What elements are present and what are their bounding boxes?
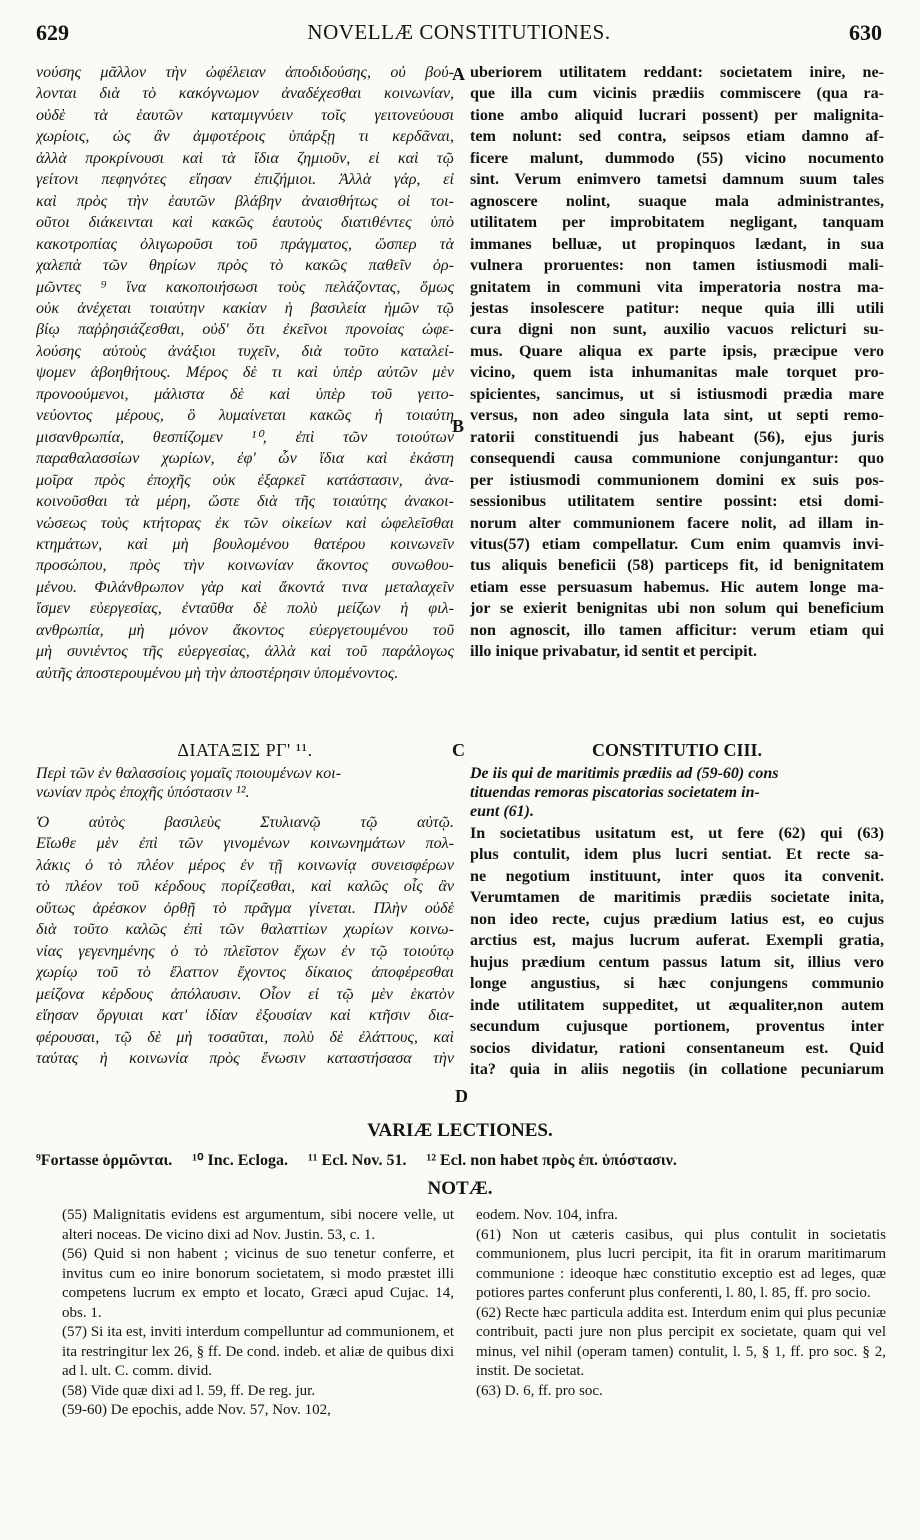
- latin-text-line: socios dividatur, rationi consentaneum est. Quid: [470, 1039, 884, 1057]
- greek-text-line: κοινοῦσθαι τὰ μέρη, ὥστε διὰ τῆς τοιαύτης ἀνακοι-: [36, 493, 454, 511]
- latin-text-line: sessionibus utilitatem sentire possint: etsi domi-: [470, 493, 884, 511]
- greek-text-line: ταύτας ἡ κοινωνία πρὸς ἕνωσιν καταστήσασα τὴν: [36, 1049, 454, 1067]
- notes-left-column: [62, 1206, 454, 1421]
- greek-section-text: [36, 812, 454, 1069]
- latin-text-line: sint. Verum enimvero tametsi damnum suum tales: [470, 171, 884, 189]
- latin-section-column: [470, 764, 884, 1080]
- footnote: (58) Vide quæ dixi ad l. 59, ff. De reg. jur.: [62, 1382, 316, 1399]
- greek-text-line: κακοτροπίας ὀλιγωροῦσι τοῦ πράγματος, ὥσπερ τὰ: [36, 235, 454, 253]
- greek-text-line: αὐτῆς ἀποστερουμένου μὴ τὴν ἀποστέρησιν ὑπομένοντος.: [36, 664, 399, 682]
- greek-section-subtitle: [36, 764, 454, 802]
- footnote: (63) D. 6, ff. pro soc.: [476, 1382, 603, 1399]
- margin-marker-c: C: [452, 740, 465, 760]
- footnote: (59-60) De epochis, adde Nov. 57, Nov. 102,: [62, 1402, 331, 1418]
- greek-text-line: γείτονι πεφηνότες εἴησαν ἐπιζήμιοι. Ἀλλὰ γάρ, εἰ: [36, 171, 454, 189]
- greek-text-line: ανθρωπία, μὴ μόνον ἄκοντος εὐεργετουμένου τοῦ: [36, 621, 454, 639]
- greek-text-line: νώσεως τοὺς κτήτορας ἐκ τῶν οἰκείων καὶ ὠφελεῖσθαι: [36, 514, 454, 532]
- notae-heading: NOTÆ.: [427, 1178, 493, 1199]
- latin-text-line: consequendi causa communione conjungantur: quo: [470, 450, 884, 468]
- latin-text-line: illo inique privabatur, id sentit et percipit.: [470, 643, 758, 661]
- greek-text-line: λάκις ὁ τὸ πλέον μέρος ἐν τῇ κοινωνίᾳ συνεισφέρων: [36, 856, 454, 874]
- greek-text-line: μὴ συνιέντος τῆς εὐεργεσίας, ἀλλὰ καὶ τοῦ παράλογως: [36, 643, 454, 661]
- latin-text-line: Verumtamen de maritimis prædiis societate inita,: [470, 889, 884, 907]
- variae-lectiones-heading: VARIÆ LECTIONES.: [367, 1120, 553, 1141]
- greek-text-line: χαλεπὰ τῶν θηρίων πρὸς τὸ κακῶς παθεῖν ὁρ-: [36, 257, 454, 275]
- greek-text-line: βίῳ παῤῥησιάζεσθαι, οὐδ' ὅτι ἐκεῖνοι προνοίας ὠφε-: [36, 321, 454, 339]
- greek-text-line: μένου. Φιλάνθρωπον γὰρ καὶ ἄκοντά τινα μεταλαχεῖν: [36, 578, 454, 596]
- latin-text-line: tus aliquis beneficii (58) particeps fit, id benignitatem: [470, 557, 884, 575]
- greek-text-line: καὶ πρὸς τὴν ἑαυτῶν βλάβην ἀναισθήτως οἱ τοι-: [36, 192, 454, 210]
- greek-text-line: ἴσμεν εὐεργεσίας, ἐνταῦθα δὲ πολὺ μείζων ἡ φιλ-: [36, 600, 454, 618]
- footnote: (62) Recte hæc particula addita est. Interdum enim qui plus pecuniæ contribuit, pacti jure non plus percipit ex societate, quam qui vel minus, vel nihil (operam tamen) contulit, l. 5, § 1, ff. pro soc. § 2, instit. De societat.: [476, 1304, 886, 1379]
- variant-reading: ⁹Fortasse ὁρμῶνται.: [36, 1152, 173, 1169]
- greek-text-line: μισανθρωπία, θεσπίζομεν ¹⁰, ἐπὶ τῶν τοιούτων: [36, 428, 454, 446]
- subtitle-line: De iis qui de maritimis prædiis ad (59-60) cons: [470, 765, 779, 782]
- subtitle-line: eunt (61).: [470, 803, 534, 820]
- latin-text-line: non ideo recte, cujus prædium latius est, eo cujus: [470, 910, 884, 928]
- greek-main-text: [36, 62, 454, 684]
- latin-text-line: tem nolunt: sed contra, seipsos etiam damno af-: [470, 128, 884, 146]
- greek-text-line: ἀλλὰ προκρίνουσι καὶ τὰ ἴδια ζημιοῦν, εἰ καὶ τῷ: [36, 149, 454, 167]
- latin-text-line: uberiorem utilitatem reddant: societatem inire, ne-: [470, 64, 884, 81]
- latin-text-line: spicientes, sancimus, ut si istiusmodi prædia mare: [470, 385, 884, 403]
- latin-section-subtitle: [470, 764, 884, 821]
- variant-reading: ¹² Ecl. non habet πρὸς ἐπ. ὑπόστασιν.: [426, 1152, 677, 1169]
- latin-text-line: ficere malunt, dummodo (55) vicino nocumento: [470, 149, 884, 167]
- footnote: eodem. Nov. 104, infra.: [476, 1207, 618, 1223]
- latin-text-line: ne negotium instituunt, inter quos ita convenit.: [470, 867, 884, 885]
- latin-text-line: ita? quia in aliis negotiis (in collatione pecuniarum: [470, 1060, 884, 1078]
- variae-lectiones-list: [36, 1150, 882, 1170]
- greek-text-line: εἴησαν ὄργυιαι κατ' ἰδίαν ἐξουσίαν καὶ κτῆσιν δια-: [36, 1007, 454, 1025]
- latin-text-line: mus. Quare aliqua ex parte ipsis, præcipue vero: [470, 342, 884, 360]
- latin-main-text: [470, 62, 884, 663]
- latin-text-line: jestas insolescere patitur: neque quia illi utili: [470, 299, 884, 317]
- greek-text-line: λούσης αὐτοὺς ἀνάξιοι τυχεῖν, διὰ τοῦτο καταλεί-: [36, 342, 454, 360]
- margin-marker-b: B: [452, 416, 465, 436]
- greek-text-line: ψομεν ἀβοηθήτους. Μέρος δὲ τι καὶ ὑπὲρ αὐτῶν μὲν: [36, 364, 454, 382]
- greek-section-column: [36, 764, 454, 1069]
- greek-text-line: οῦτοι διάκεινται καὶ κακῶς ἑαυτοὺς διατιθέντες ὑπὸ: [36, 214, 454, 232]
- greek-text-line: Ὁ αὐτὸς βασιλεὺς Στυλιανῷ τῷ αὐτῷ.: [36, 814, 454, 831]
- latin-text-line: gnitatem in communi vita imperatoria nostra ma-: [470, 278, 884, 296]
- latin-text-line: cura digni non sunt, auxilio vacuos relicturi su-: [470, 321, 884, 339]
- greek-text-line: χωρίοις, ὡς ἂν ἀμφοτέροις ὑπάρξῃ τι κερδᾶναι,: [36, 128, 454, 146]
- latin-text-line: vicino, quem ista inhumanitas male torquet pro-: [470, 364, 884, 382]
- latin-text-line: versus, non adeo singula lata sint, ut septi remo-: [470, 407, 884, 425]
- latin-text-line: agnoscere nolint, suaque mala administrantes,: [470, 192, 884, 210]
- latin-main-column: [470, 62, 884, 663]
- footnote: (55) Malignitatis evidens est argumentum, sibi nocere velle, ut alteri noceas. De vicino dixi ad Nov. Justin. 53, c. 1.: [62, 1207, 454, 1243]
- greek-text-line: οὕτως ἀρέσκον ὀρθῇ τὸ πρᾶγμα γίνεται. Πλὴν οὐδὲ: [36, 899, 454, 917]
- greek-text-line: μείζονα κέρδους ἀπόλαυσιν. Οἷον εἰ τῷ μὲν ἑκατὸν: [36, 985, 454, 1003]
- greek-text-line: κτημάτων, καὶ μὴ βουλομένου θατέρου κοινωνεῖν: [36, 535, 454, 553]
- latin-text-line: In societatibus usitatum est, ut fere (62) qui (63): [470, 825, 884, 842]
- latin-section-text: [470, 823, 884, 1080]
- latin-text-line: vitus(57) etiam compellatur. Cum enim quamvis invi-: [470, 535, 884, 553]
- greek-text-line: νούσης μᾶλλον τὴν ὠφέλειαν ἀποδιδούσης, οὐ βού-: [36, 64, 454, 81]
- margin-marker-a: A: [452, 64, 465, 84]
- latin-text-line: etiam esse persuasum habemus. Hic autem longe ma-: [470, 578, 884, 596]
- footnote: (56) Quid si non habent ; vicinus de suo tenetur conferre, et invitus cum eo inire bonorum societatem, si modo præstet illi competens lucrum ex empto et locato, Græci apud Cujac. 14, obs. 1.: [62, 1246, 454, 1321]
- greek-text-line: τὸ πλέον τοῦ κέρδους πορίζεσθαι, καὶ καλῶς οἷς ἂν: [36, 878, 454, 896]
- greek-text-line: Εἴωθε μὲν ἐπὶ τῶν γινομένων κοινωνημάτων πολ-: [36, 835, 454, 853]
- greek-text-line: χωρίῳ τοῦ τὸ ἔλαττον ἔχοντος δίκαιος ἀποφέρεσθαι: [36, 964, 454, 982]
- greek-text-line: φέρουσαι, τῷ δὲ μὴ τοσαῦται, πολὺ δὲ ἐλάττους, καὶ: [36, 1028, 454, 1046]
- latin-section-heading: CONSTITUTIO CIII.: [591, 740, 763, 760]
- latin-text-line: plus contulit, idem plus lucri sentiat. Et recte sa-: [470, 846, 884, 864]
- latin-text-line: secundum cujusque portionem, proventus inter: [470, 1018, 884, 1036]
- latin-text-line: per istiusmodi communionem domini ex suis pos-: [470, 471, 884, 489]
- greek-text-line: οὐδὲ τὰ ἑαυτῶν καταμιγνύειν τοῖς γειτονεύουσι: [36, 106, 454, 124]
- subtitle-line: νωνίαν πρὸς ἐποχῆς ὑπόστασιν ¹².: [36, 784, 250, 801]
- latin-text-line: utilitatem per improbitatem negligant, tanquam: [470, 214, 884, 232]
- greek-main-column: [36, 62, 454, 684]
- latin-text-line: longe angustius, si hæc conjungens communio: [470, 975, 884, 993]
- latin-text-line: arctius est, majus lucrum auferat. Exempli gratia,: [470, 932, 884, 950]
- greek-text-line: λονται διὰ τὸ κακόγνωμον ἀναδέχεσθαι κοινωνίαν,: [36, 85, 454, 103]
- subtitle-line: Περὶ τῶν ἐν θαλασσίοις γομαῖς ποιουμένων κοι-: [36, 765, 342, 782]
- greek-text-line: διὰ τοῦτο καλῶς ἐπὶ τῶν θαλαττίων χωρίων κοινω-: [36, 921, 454, 939]
- greek-text-line: προσώπου, πρὸς τὴν κοινωνίαν ἄκοντος συνωθου-: [36, 557, 454, 575]
- latin-text-line: que illa cum vicinis prædiis commiscere (qua ra-: [470, 85, 884, 103]
- greek-text-line: μῶντες ⁹ ἵνα κακοποιήσωσι τοὺς πελάζοντας, ὅμως: [36, 278, 454, 296]
- greek-text-line: νίας γεγενημένης ὁ τὸ πλεῖστον ἔχων ἐν τῷ τοιούτῳ: [36, 942, 454, 960]
- latin-text-line: tione ambo aliquid lucrari possent) per malignita-: [470, 106, 884, 124]
- latin-text-line: immanes belluæ, ut propinquos lædant, in sua: [470, 235, 884, 253]
- footnote: (61) Non ut cæteris casibus, qui plus contulit in societatis communionem, plus lucri percipit, ita fit in orarum maritimarum communione : ideoque hæc constitutio exceptio est ad leges, quæ potiores partes conferunt plus conferenti, l. 80, l. 85, ff. pro socio.: [476, 1226, 886, 1301]
- latin-text-line: vulnera proruentes: non tamen istiusmodi mali-: [470, 257, 884, 275]
- latin-text-line: jor se exierit benignitas ubi non solum qui beneficium: [470, 600, 884, 618]
- running-header: [36, 20, 882, 52]
- greek-text-line: προνοούμενοι, μάλιστα δὲ καὶ ὑπὲρ τοῦ γειτο-: [36, 385, 454, 403]
- greek-text-line: νεύοντος μέρους, ὃ λυμαίνεται κακῶς ἡ τοιαύτη: [36, 407, 454, 425]
- latin-text-line: norum alter communionem facere nolit, ad illam in-: [470, 514, 884, 532]
- greek-section-heading: ΔΙΑΤΑΞΙΣ ΡΓ' ¹¹.: [177, 740, 313, 760]
- latin-text-line: hujus prædium centum passus latum sit, illius vero: [470, 953, 884, 971]
- greek-text-line: παραθαλασσίων χωρίων, ἐφ' ὧν ἴδια καὶ ἑκάστη: [36, 450, 454, 468]
- notes-right-column: [476, 1206, 886, 1401]
- latin-text-line: inde utilitatem suppeditet, ut æqualiter,non autem: [470, 996, 884, 1014]
- latin-text-line: ratorii constituendi jus habeant (56), ejus juris: [470, 428, 884, 446]
- variant-reading: ¹¹ Ecl. Nov. 51.: [307, 1152, 407, 1169]
- footnote: (57) Si ita est, inviti interdum compelluntur ad communionem, et ita restringitur lex 26, § ff. De cond. indeb. et aliæ de quibus dixi ad l. ult. C. comm. divid.: [62, 1324, 454, 1379]
- greek-text-line: μοῖρα πρὸς ἐποχῆς οὐκ ἐξαρκεῖ κατάστασιν, ἀνα-: [36, 471, 454, 489]
- running-title: NOVELLÆ CONSTITUTIONES.: [307, 20, 611, 44]
- page-number-right: 630: [849, 20, 882, 45]
- margin-marker-d: D: [455, 1086, 468, 1106]
- latin-text-line: non agnoscit, illo tamen afficitur: verum etiam qui: [470, 621, 884, 639]
- variant-reading: ¹⁰ Inc. Ecloga.: [192, 1152, 288, 1169]
- subtitle-line: tituendas remoras piscatorias societatem in-: [470, 784, 760, 801]
- greek-text-line: οὐκ ἀνέχεται τοιαύτην κακίαν ἡ βασιλεία ἡμῶν τῷ: [36, 299, 454, 317]
- page-number-left: 629: [36, 20, 69, 45]
